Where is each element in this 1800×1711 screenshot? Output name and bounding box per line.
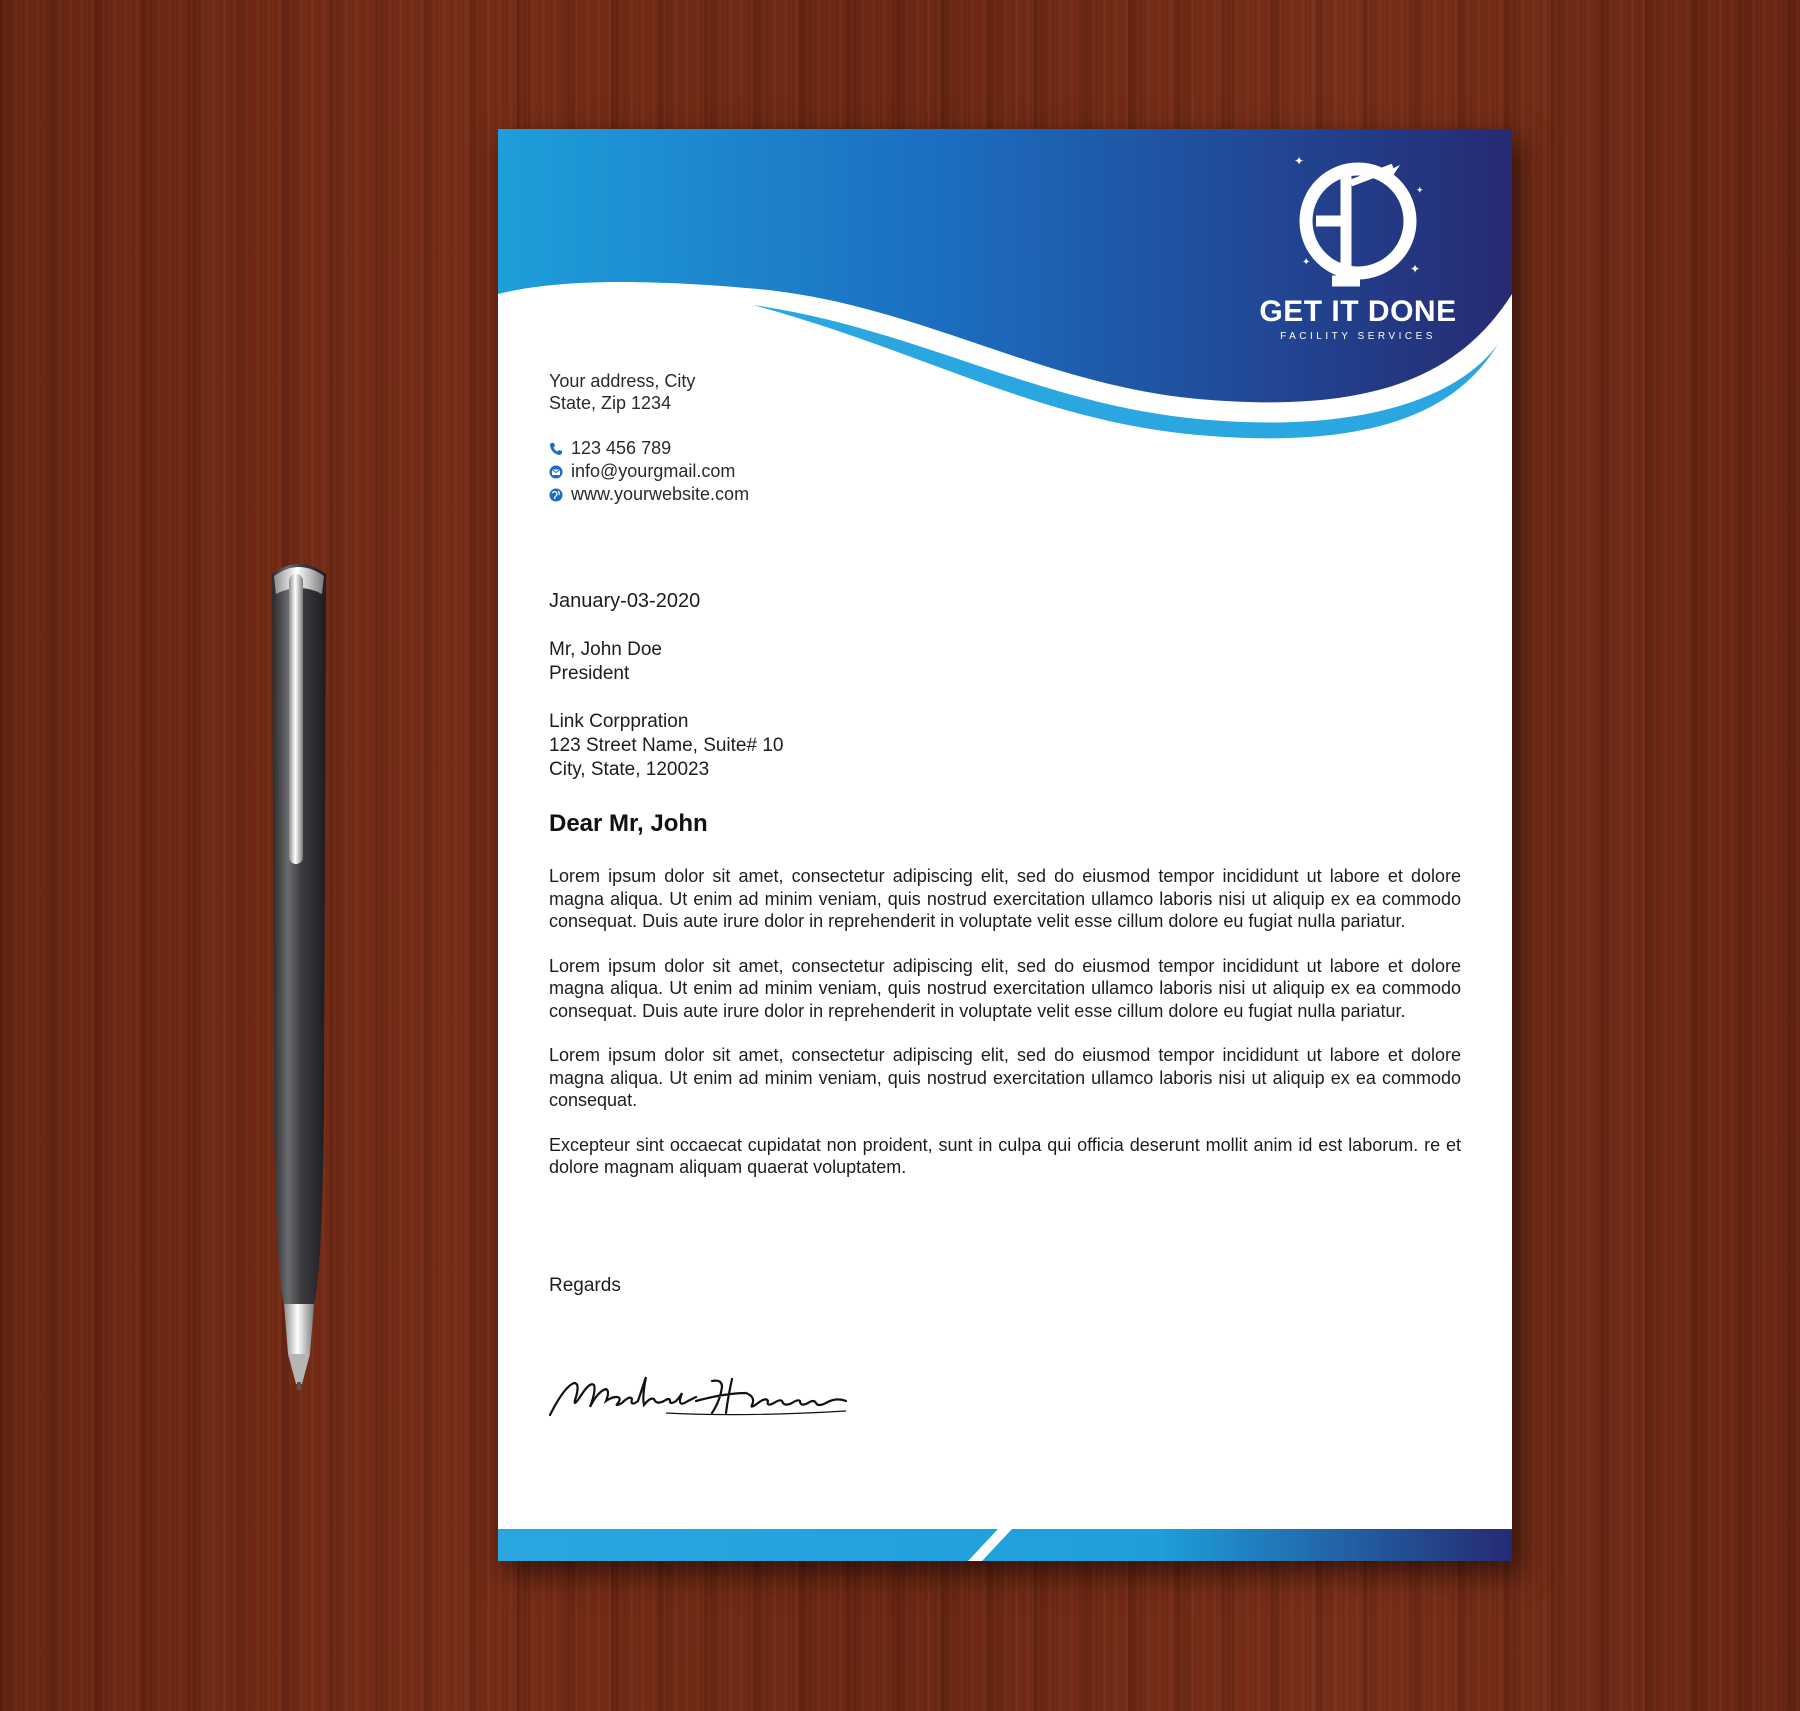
recipient-block bbox=[549, 638, 662, 686]
svg-text:✦: ✦ bbox=[1302, 257, 1311, 268]
email-address: info@yourgmail.com bbox=[571, 461, 736, 481]
contact-email bbox=[549, 460, 749, 483]
sender-address-line1: Your address, City bbox=[549, 371, 696, 391]
letterhead-paper bbox=[498, 129, 1512, 1561]
recipient-title: President bbox=[549, 663, 630, 684]
paragraph: Lorem ipsum dolor sit amet, consectetur adipiscing elit, sed do eiusmod tempor incididunt ut labore et dolore magna aliqua. Ut enim ad minim veniam, quis nostrud exercitation ullamco laboris nisi ut aliquip ex ea commodo consequat. Duis aute irure dolor in reprehenderit in voluptate velit esse cillum dolore eu fugiat nulla pariatur. bbox=[549, 955, 1461, 1021]
website-url: www.yourwebsite.com bbox=[571, 484, 750, 504]
brand-tagline: FACILITY SERVICES bbox=[1280, 331, 1436, 342]
svg-text:✦: ✦ bbox=[1410, 262, 1421, 276]
contact-phone bbox=[549, 437, 749, 460]
footer-bar bbox=[498, 1529, 1512, 1561]
salutation: Dear Mr, John bbox=[549, 810, 708, 837]
brand-monogram bbox=[1288, 153, 1428, 293]
recipient-name: Mr, John Doe bbox=[549, 639, 662, 660]
phone-number: 123 456 789 bbox=[571, 438, 672, 458]
paragraph: Excepteur sint occaecat cupidatat non proident, sunt in culpa qui officia deserunt mollit anim id est laborum. re et dolore magnam aliquam quaerat voluptatem. bbox=[549, 1134, 1461, 1177]
pen-image bbox=[266, 554, 332, 1392]
company-name: Link Corppration bbox=[549, 711, 689, 732]
phone-icon bbox=[549, 442, 563, 456]
signature-image bbox=[546, 1357, 866, 1427]
mail-icon bbox=[549, 465, 563, 479]
sender-address bbox=[549, 370, 695, 414]
letter-body bbox=[549, 865, 1461, 1201]
brand-logo bbox=[1238, 153, 1478, 383]
globe-icon bbox=[549, 488, 563, 502]
sender-contacts bbox=[549, 437, 749, 506]
closing: Regards bbox=[549, 1275, 621, 1296]
paragraph: Lorem ipsum dolor sit amet, consectetur adipiscing elit, sed do eiusmod tempor incididunt ut labore et dolore magna aliqua. Ut enim ad minim veniam, quis nostrud exercitation ullamco laboris nisi ut aliquip ex ea commodo consequat. Duis aute irure dolor in reprehenderit in voluptate velit esse cillum dolore eu fugiat nulla pariatur. bbox=[549, 866, 1461, 931]
company-street: 123 Street Name, Suite# 10 bbox=[549, 735, 784, 756]
contact-website bbox=[549, 483, 749, 506]
letter-date: January-03-2020 bbox=[549, 590, 701, 612]
company-block bbox=[549, 710, 783, 782]
svg-text:✦: ✦ bbox=[1416, 186, 1424, 196]
sender-address-line2: State, Zip 1234 bbox=[549, 393, 672, 413]
svg-text:✦: ✦ bbox=[1294, 154, 1305, 168]
company-city: City, State, 120023 bbox=[549, 759, 710, 780]
brand-name: GET IT DONE bbox=[1259, 295, 1457, 328]
paragraph: Lorem ipsum dolor sit amet, consectetur adipiscing elit, sed do eiusmod tempor incididunt ut labore et dolore magna aliqua. Ut enim ad minim veniam, quis nostrud exercitation ullamco laboris nisi ut aliquip ex ea commodo consequat. bbox=[549, 1045, 1461, 1110]
